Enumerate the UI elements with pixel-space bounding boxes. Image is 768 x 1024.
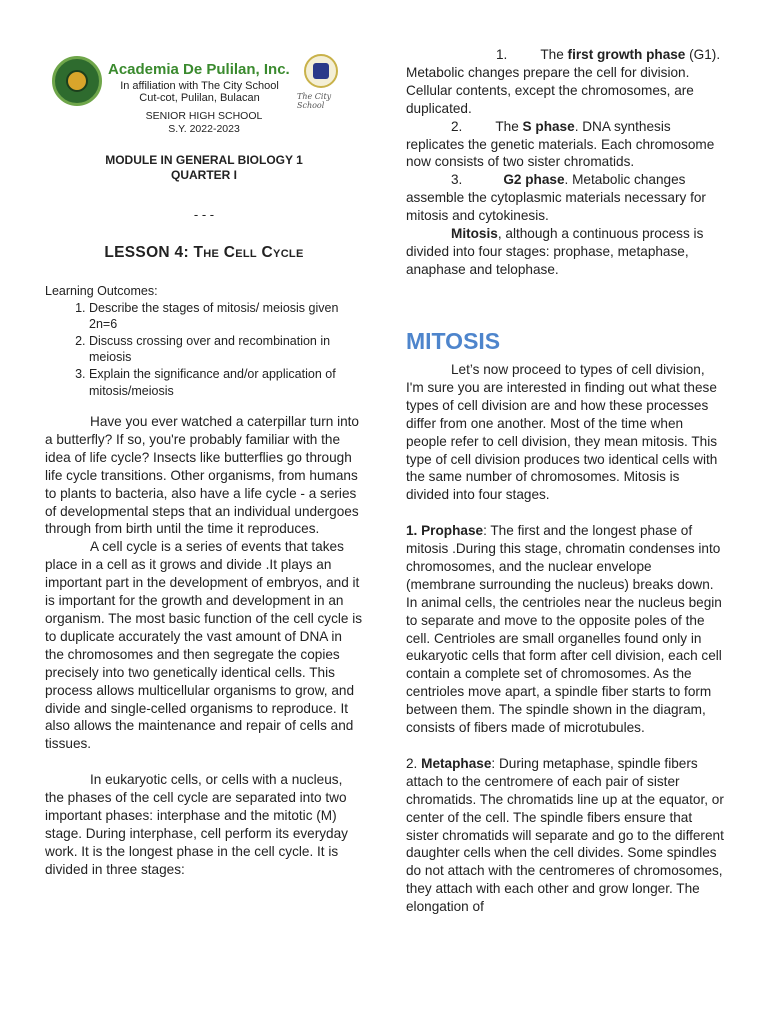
outcomes-heading: Learning Outcomes:	[45, 284, 158, 298]
school-name: Academia De Pulilan, Inc.	[108, 61, 290, 78]
stage-s: 2. The S phase. DNA synthesis replicates the genetic materials. Each chromosome now consists of two sister chromatids.	[406, 118, 715, 170]
list-item: 3. Explain the significance and/or application of mitosis/meiosis	[89, 366, 363, 399]
school-level: SENIOR HIGH SCHOOL S.Y. 2022-2023	[145, 110, 263, 135]
city-school-script: The City School	[297, 92, 332, 110]
module-title: MODULE IN GENERAL BIOLOGY 1 QUARTER I	[105, 153, 303, 182]
list-item: 1. Describe the stages of mitosis/ meiosis given 2n=6	[89, 300, 363, 333]
interphase-stages	[406, 46, 724, 279]
separator: - - -	[193, 207, 215, 222]
city-school-logo-icon	[304, 54, 338, 88]
paragraph: A cell cycle is a series of events that takes place in a cell as it grows and divide .It plays an important part in the development of embryos, and it is important for the growth and development in an organism. The most basic function of the cell cycle is to duplicate accurately the vast amount of DNA in the chromosomes and then segregate the copies precisely into two genetically identical cells. This process allows multicellular organisms to grow, and divide and single-celled organisms to reproduce. It also allows the maintenance and repair of cells and tissues.	[45, 539, 363, 752]
list-item: 2. Discuss crossing over and recombination in meiosis	[89, 333, 363, 366]
metaphase-paragraph: 2. Metaphase: During metaphase, spindle fibers attach to the centromere of each pair of sister chromatids. The chromatids line up at the equator, or center of the cell. The spindle fibers ensure that sister chromatids will separate and go to the different daughter cells when the cell divides. Some spindles do not attach with the centromeres of chromosomes, they attach with each other and grow longer. The elongation of	[406, 755, 724, 915]
paragraph: In eukaryotic cells, or cells with a nucleus, the phases of the cell cycle are separated into two important phases: interphase and the mitotic (M) stage. During interphase, cell perform its everyday work. It is the longest phase in the cell cycle. It is divided in three stages:	[45, 772, 348, 877]
learning-outcomes	[45, 283, 363, 399]
mitosis-summary: Mitosis, although a continuous process is divided into four stages: prophase, metaphase, anaphase and telophase.	[406, 226, 704, 277]
school-affiliation: In affiliation with The City School Cut-cot, Pulilan, Bulacan	[120, 80, 279, 104]
lesson-title: LESSON 4: The Cell Cycle	[104, 244, 304, 261]
stage-g1: 1. The first growth phase (G1). Metabolic changes prepare the cell for division. Cellular contents, except the chromosomes, are duplicated.	[406, 47, 721, 116]
paragraph: Let’s now proceed to types of cell division, I'm sure you are interested in finding out what these types of cell division are and how these processes differ from one another. Most of the time when people refer to cell division, they mean mitosis. This type of cell division produces two identical cells with the same number of chromosomes. Mitosis is divided into four stages.	[406, 362, 718, 503]
academia-logo-icon	[52, 56, 102, 106]
outcomes-list	[45, 300, 363, 400]
stage-g2: 3. G2 phase. Metabolic changes assemble the cytoplasmic materials necessary for mitosis and cytokinesis.	[406, 172, 706, 224]
intro-text	[45, 413, 363, 879]
prophase-paragraph: 1. Prophase: The first and the longest phase of mitosis .During this stage, chromatin condenses into chromosomes, and the nuclear envelope (membrane surrounding the nucleus) breaks down. In animal cells, the centrioles near the nucleus begin to separate and move to the opposite poles of the cell. Centrioles are small organelles found only in eukaryotic cells that form after cell division, each cell contain a complete set of chromosomes. As the centrioles move apart, a spindle fiber starts to form between them. The spindle shown in the diagram, consists of fibers made of microtubules.	[406, 523, 722, 736]
paragraph: Have you ever watched a caterpillar turn into a butterfly? If so, you're probably familiar with the idea of life cycle? Insects like butterflies go through life cycle transitions. Other organisms, from humans to plants to bacteria, also have a life cycle - a series of developmental steps that an individual undergoes through from birth until the time it reproduces.	[45, 414, 359, 537]
mitosis-text	[406, 361, 724, 916]
section-title: MITOSIS	[406, 328, 501, 354]
